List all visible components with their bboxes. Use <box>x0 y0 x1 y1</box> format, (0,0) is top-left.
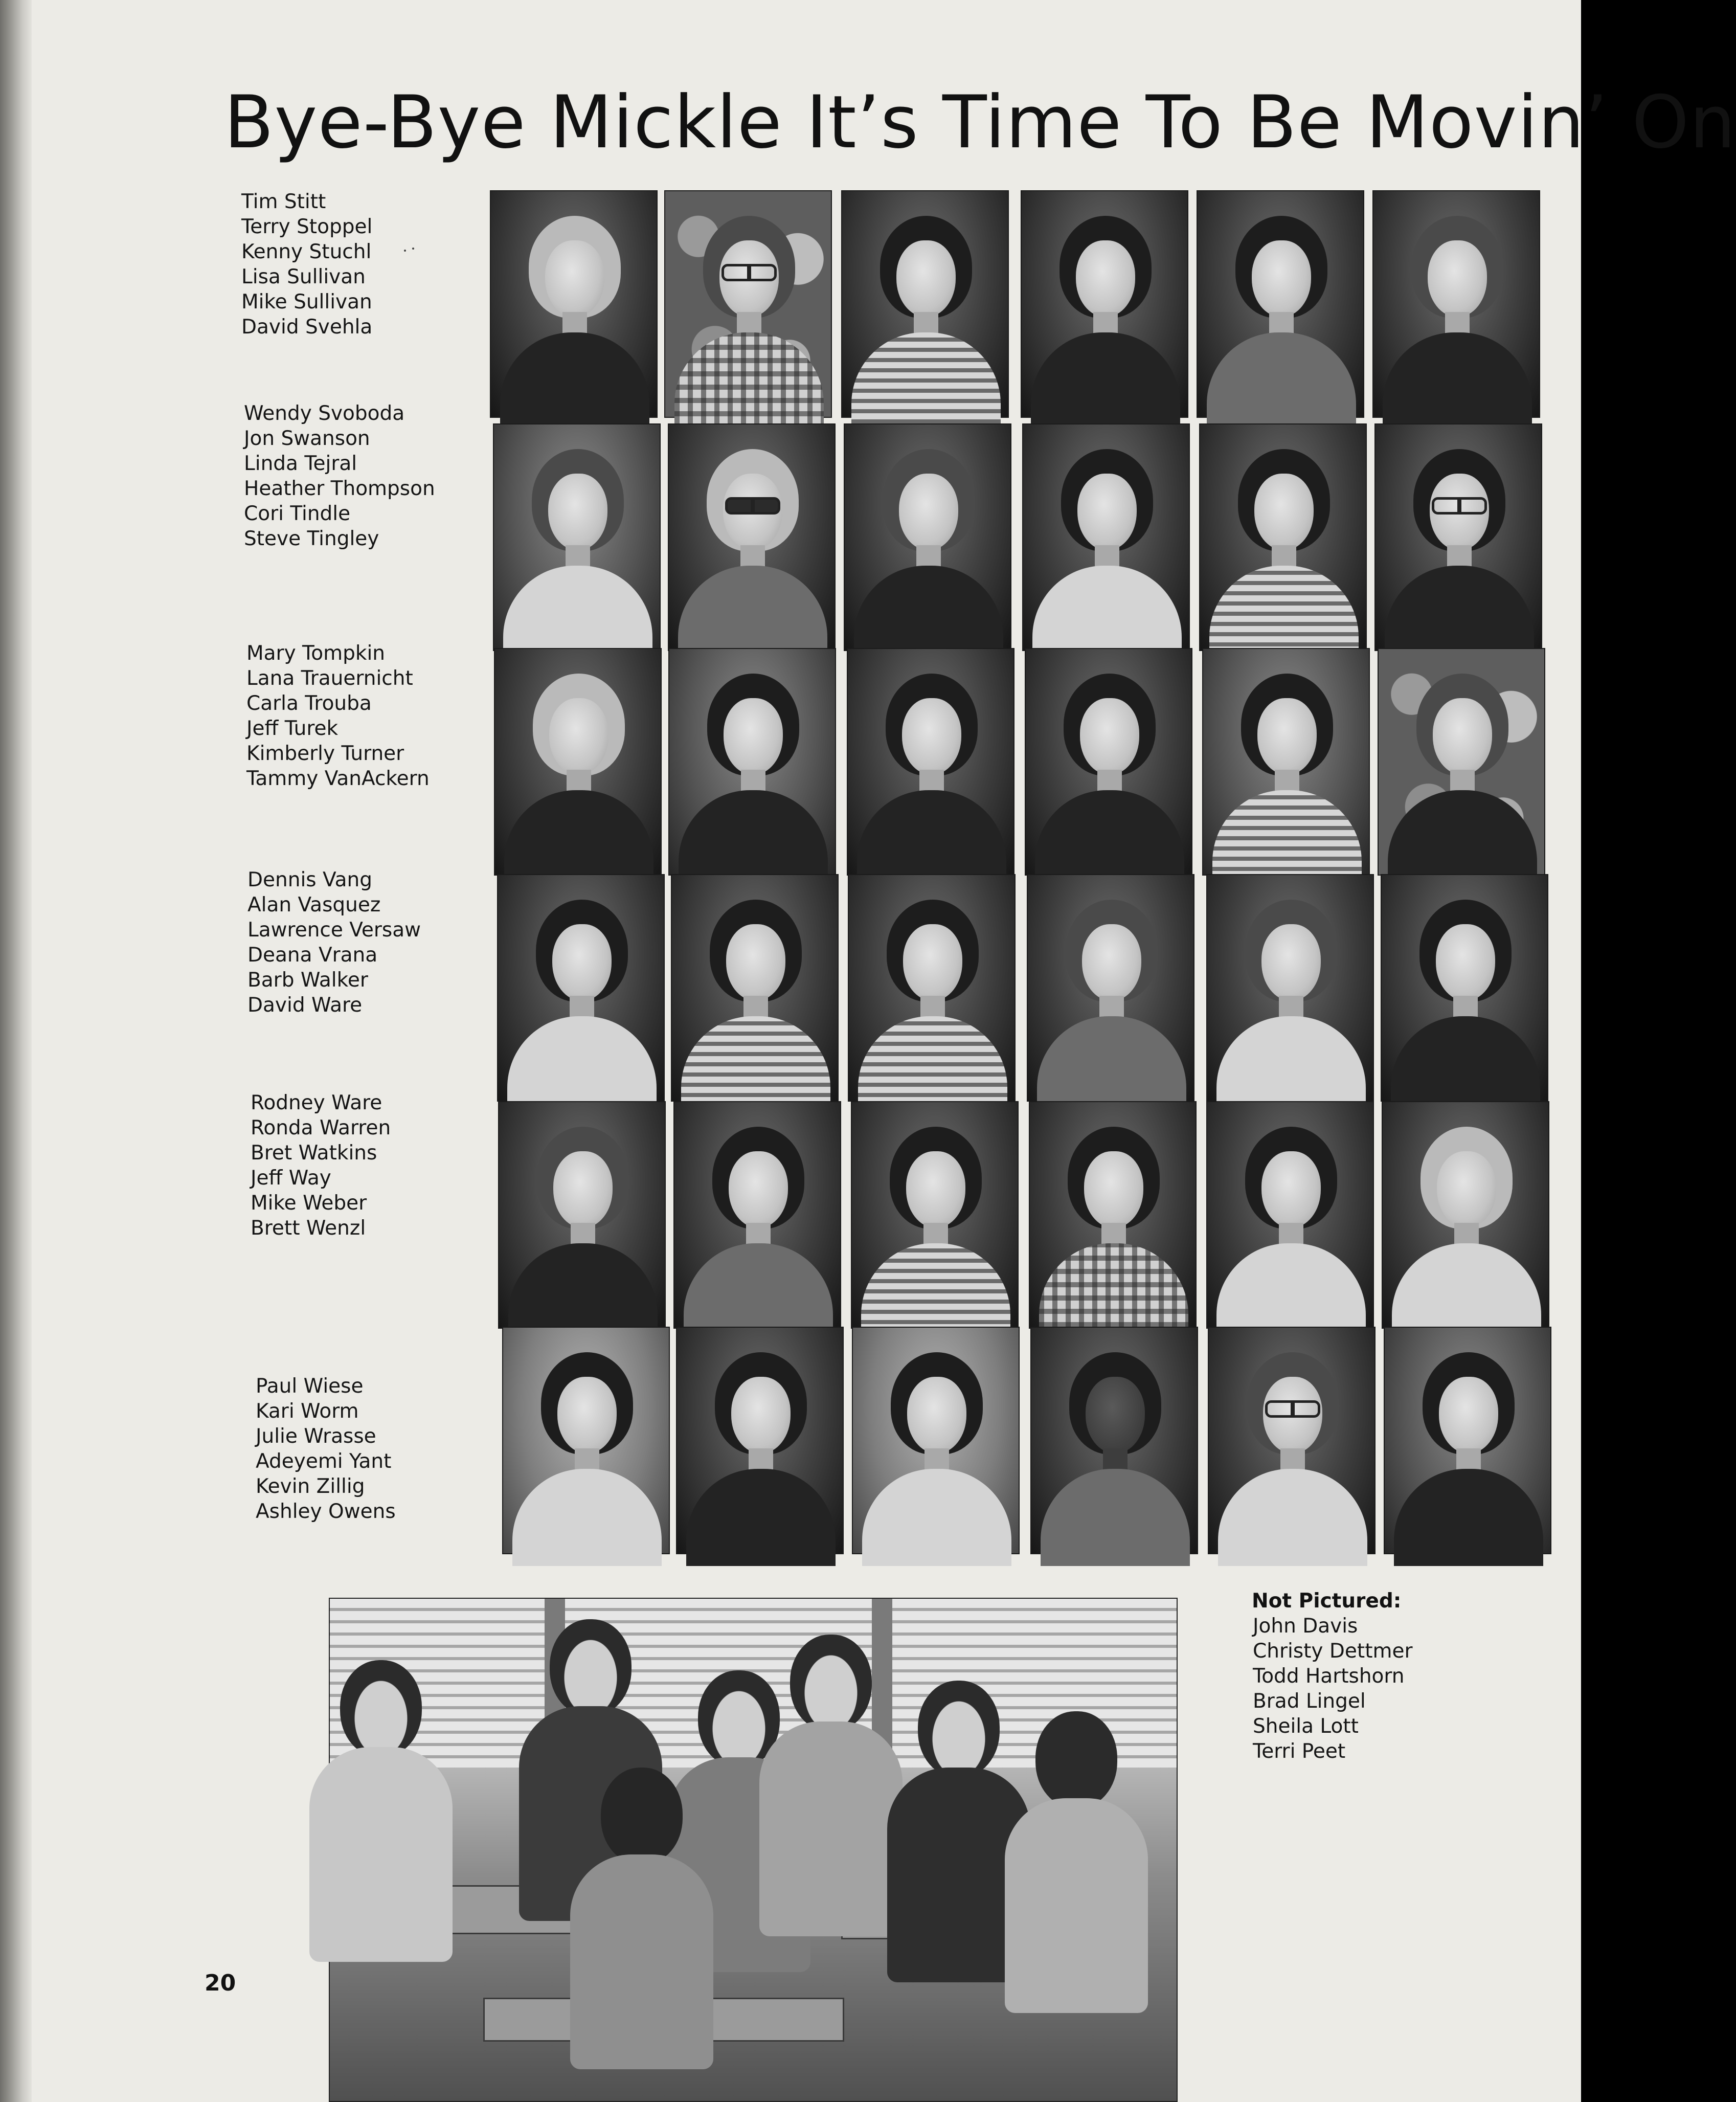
portrait-photo <box>668 648 836 876</box>
student-name: Deana Vrana <box>247 944 378 967</box>
name-list-row-2 <box>244 401 484 551</box>
student-name: Ashley Owens <box>256 1500 396 1523</box>
portrait-photo <box>1202 648 1370 876</box>
page-number: 20 <box>205 1970 236 1996</box>
name-list-row-5 <box>251 1090 491 1241</box>
portrait-photo <box>664 190 832 418</box>
student-name: Mary Tompkin <box>246 642 386 665</box>
page-title: Bye-Bye Mickle It’s Time To Be Movin’ On <box>224 80 1736 165</box>
portrait-photo <box>502 1327 670 1554</box>
portrait-photo <box>1384 1327 1551 1554</box>
portrait-photo <box>847 648 1014 876</box>
portrait-photo <box>497 874 665 1102</box>
portrait-photo <box>1206 874 1374 1102</box>
not-pictured-name: Terri Peet <box>1253 1740 1346 1763</box>
portrait-photo <box>1199 423 1367 651</box>
portrait-photo <box>844 423 1011 651</box>
not-pictured-name: Brad Lingel <box>1253 1690 1366 1713</box>
portrait-photo <box>1382 1101 1549 1329</box>
not-pictured-heading: Not Pictured: <box>1252 1590 1402 1613</box>
classroom-group-photo <box>329 1598 1178 2102</box>
portrait-photo <box>493 423 661 651</box>
student-name: Cori Tindle <box>244 502 351 525</box>
portrait-photo <box>1206 1101 1374 1329</box>
student-name: Brett Wenzl <box>251 1217 366 1240</box>
portrait-photo <box>1025 648 1192 876</box>
student-name: Tammy VanAckern <box>246 767 430 790</box>
student-name: Carla Trouba <box>246 692 372 715</box>
page-binding-edge <box>0 0 32 2102</box>
portrait-photo <box>1022 423 1190 651</box>
student-name: David Svehla <box>241 316 373 339</box>
portrait-photo <box>1378 648 1545 876</box>
portrait-photo <box>1027 874 1194 1102</box>
portrait-photo <box>1381 874 1548 1102</box>
student-name: Kevin Zillig <box>256 1475 365 1498</box>
student-name: Terry Stoppel <box>241 215 373 238</box>
student-name: Kenny Stuchl <box>241 240 372 263</box>
name-list-row-3 <box>246 641 487 791</box>
portrait-photo <box>1208 1327 1376 1554</box>
student-name: Dennis Vang <box>247 868 373 891</box>
student-name: Jeff Turek <box>246 717 339 740</box>
student-name: Paul Wiese <box>256 1375 364 1398</box>
portrait-photo <box>1372 190 1540 418</box>
student-name: Ronda Warren <box>251 1116 391 1139</box>
student-name: Kimberly Turner <box>246 742 404 765</box>
not-pictured-name: John Davis <box>1253 1615 1358 1638</box>
student-name: Heather Thompson <box>244 477 435 500</box>
student-name: Barb Walker <box>247 969 368 992</box>
student-name: Linda Tejral <box>244 452 357 475</box>
portrait-photo <box>676 1327 844 1554</box>
portrait-photo <box>1021 190 1188 418</box>
student-name: Lawrence Versaw <box>247 919 421 942</box>
name-list-row-6 <box>256 1374 496 1524</box>
student-name: Wendy Svoboda <box>244 402 405 425</box>
portrait-photo <box>668 423 836 651</box>
student-name: Alan Vasquez <box>247 893 381 916</box>
student-name: Mike Sullivan <box>241 290 372 314</box>
not-pictured-name: Christy Dettmer <box>1253 1640 1413 1663</box>
student-name: Jeff Way <box>251 1167 331 1190</box>
name-list-row-4 <box>247 867 488 1018</box>
student-name: Kari Worm <box>256 1400 359 1423</box>
not-pictured-list <box>1253 1614 1493 1764</box>
student-name: Julie Wrasse <box>256 1425 376 1448</box>
portrait-photo <box>1030 1327 1198 1554</box>
portrait-photo <box>673 1101 841 1329</box>
portrait-photo <box>1197 190 1364 418</box>
student-name: Mike Weber <box>251 1192 367 1215</box>
student-name: Rodney Ware <box>251 1091 382 1114</box>
portrait-photo <box>494 648 662 876</box>
portrait-photo <box>848 874 1016 1102</box>
portrait-photo <box>1374 423 1542 651</box>
portrait-photo <box>498 1101 666 1329</box>
not-pictured-name: Sheila Lott <box>1253 1715 1359 1738</box>
student-name: Steve Tingley <box>244 527 379 550</box>
portrait-photo <box>851 1101 1019 1329</box>
portrait-photo <box>1029 1101 1197 1329</box>
portrait-photo <box>490 190 658 418</box>
student-name: Lisa Sullivan <box>241 265 366 288</box>
not-pictured-name: Todd Hartshorn <box>1253 1665 1405 1688</box>
student-name: Lana Trauernicht <box>246 667 413 690</box>
student-name: David Ware <box>247 994 363 1017</box>
portrait-photo <box>671 874 839 1102</box>
name-list-row-1 <box>241 189 482 340</box>
student-name: Bret Watkins <box>251 1142 377 1165</box>
portrait-photo <box>841 190 1009 418</box>
student-name: Adeyemi Yant <box>256 1450 392 1473</box>
student-name: Jon Swanson <box>244 427 370 450</box>
student-name: Tim Stitt <box>241 190 326 213</box>
portrait-photo <box>852 1327 1020 1554</box>
